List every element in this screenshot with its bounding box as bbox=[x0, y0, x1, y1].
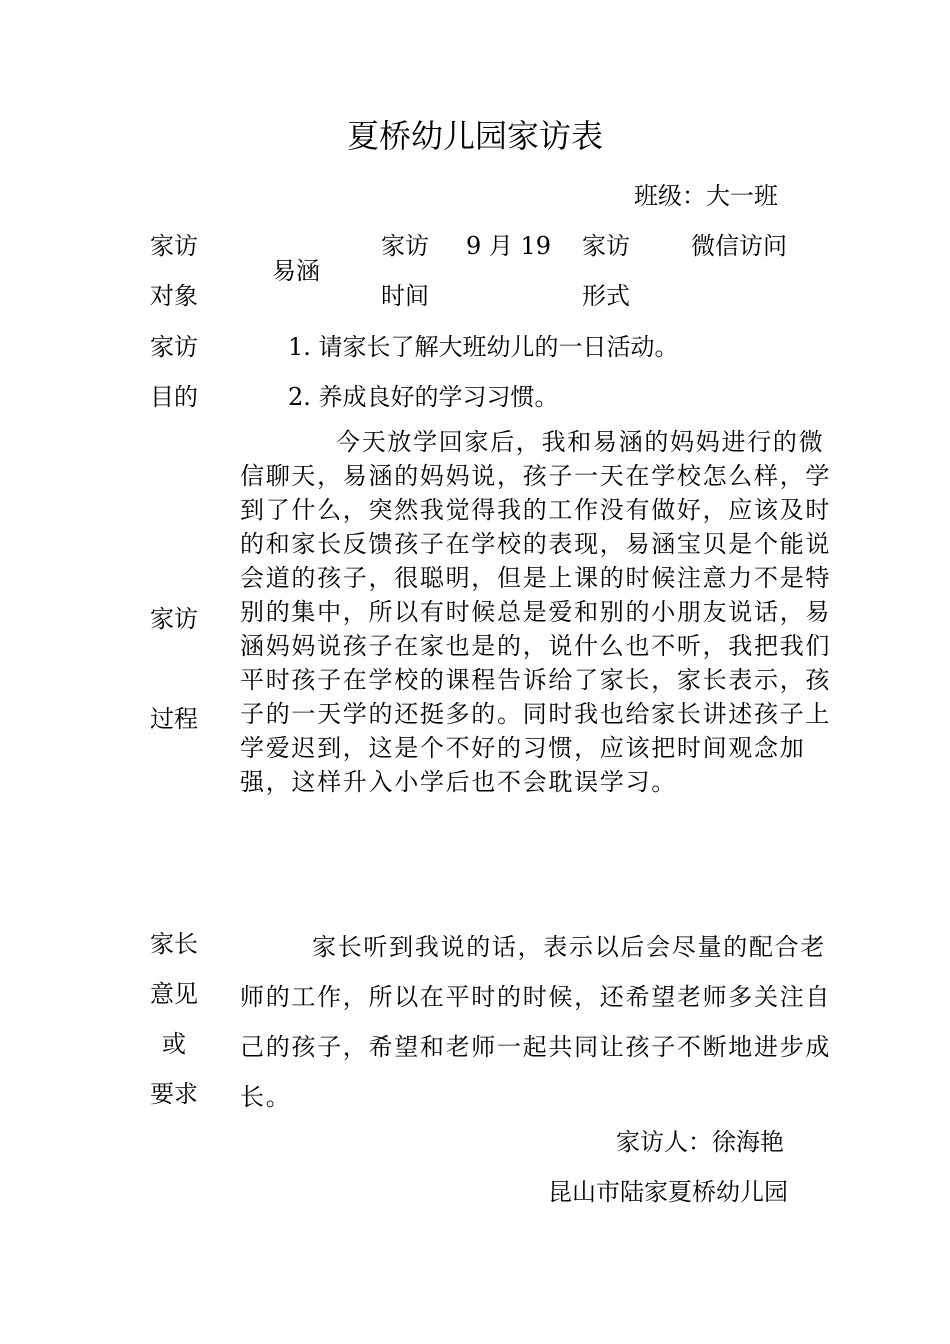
purpose-item-1: 1. 请家长了解大班幼儿的一日活动。 bbox=[288, 333, 679, 361]
process-label-2: 过程 bbox=[150, 705, 198, 733]
document-title: 夏桥幼儿园家访表 bbox=[346, 117, 603, 155]
opinion-label-1: 家长 bbox=[150, 930, 198, 958]
opinion-label-2: 意见 bbox=[150, 980, 198, 1008]
time-label-2: 时间 bbox=[381, 282, 429, 310]
time-value: 9 月 19 bbox=[466, 232, 552, 260]
opinion-text: 家长听到我说的话，表示以后会尽量的配合老师的工作，所以在平时的时候，还希望老师多关注自己的孩子，希望和老师一起共同让孩子不断地进步成长。 bbox=[240, 933, 832, 1111]
process-label-1: 家访 bbox=[150, 605, 198, 633]
form-label-1: 家访 bbox=[582, 232, 630, 260]
opinion-label-3: 或 bbox=[162, 1030, 186, 1058]
form-value: 微信访问 bbox=[691, 232, 787, 260]
subject-label-2: 对象 bbox=[150, 282, 198, 310]
process-text: 今天放学回家后，我和易涵的妈妈进行的微信聊天，易涵的妈妈说，孩子一天在学校怎么样，学到了什么，突然我觉得我的工作没有做好，应该及时的和家长反馈孩子在学校的表现，易涵宝贝是个能说会道的孩子，很聪明，但是上课的时候注意力不是特别的集中，所以有时候总是爱和别的小朋友说话，易涵妈妈说孩子在家也是的，说什么也不听，我把我们平时孩子在学校的课程告诉给了家长，家长表示，孩子的一天学的还挺多的。同时我也给家长讲述孩子上学爱迟到，这是个不好的习惯，应该把时间观念加强，这样升入小学后也不会耽误学习。 bbox=[240, 428, 832, 796]
form-label-2: 形式 bbox=[582, 282, 630, 310]
time-label-1: 家访 bbox=[381, 232, 429, 260]
subject-label-1: 家访 bbox=[150, 232, 198, 260]
purpose-label-1: 家访 bbox=[150, 333, 198, 361]
school-line: 昆山市陆家夏桥幼儿园 bbox=[548, 1178, 788, 1206]
class-line: 班级：大一班 bbox=[634, 182, 778, 210]
purpose-label-2: 目的 bbox=[150, 383, 198, 411]
purpose-item-2: 2. 养成良好的学习习惯。 bbox=[288, 383, 559, 411]
subject-value: 易涵 bbox=[272, 257, 320, 285]
visitor-line: 家访人：徐海艳 bbox=[616, 1128, 784, 1156]
opinion-label-4: 要求 bbox=[150, 1080, 198, 1108]
